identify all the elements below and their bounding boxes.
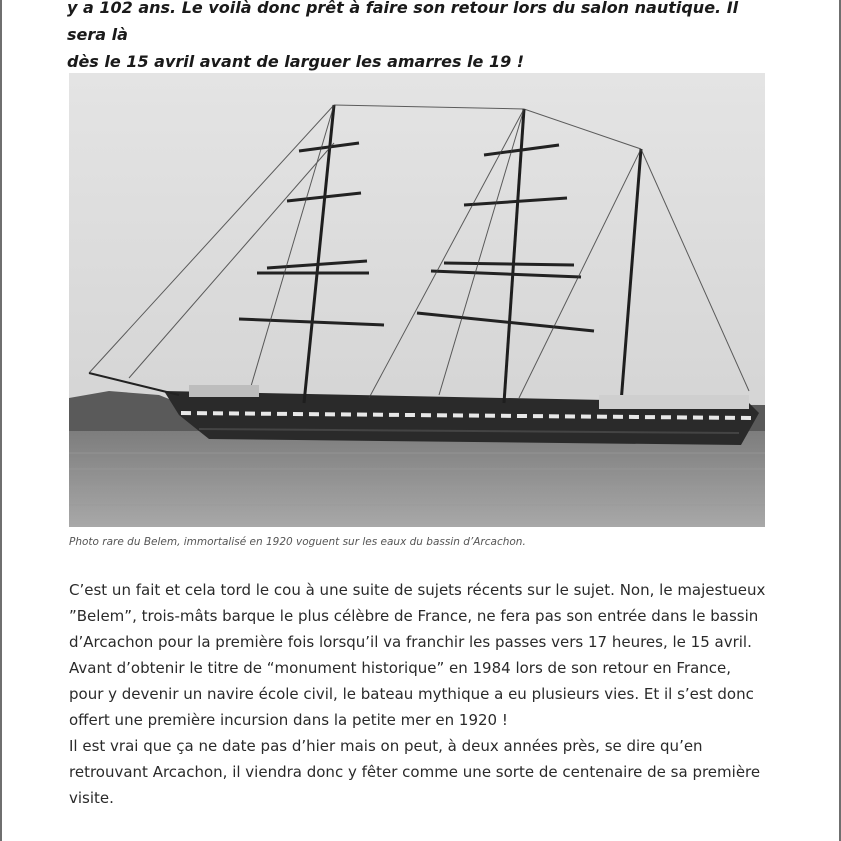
photo-caption: Photo rare du Belem, immortalisé en 1920 voguent sur les eaux du bassin d’Arcachon. xyxy=(69,536,526,548)
paragraph-3: Il est vrai que ça ne date pas d’hier mais on peut, à deux années près, se dire qu’en retrouvant Arcachon, il viendra donc y fêter comme une sorte de centenaire de sa première visite. xyxy=(69,737,761,807)
ship-photo-icon xyxy=(69,73,765,527)
paragraph-2: Avant d’obtenir le titre de “monument historique” en 1984 lors de son retour en France, pour y devenir un navire école civil, le bateau mythique a eu plusieurs vies. Et il s’est donc offert une première incursion dans la petite mer en 1920 ! xyxy=(69,659,754,729)
lead-line-1: y a 102 ans. Le voilà donc prêt à faire son retour lors du salon nautique. Il sera là xyxy=(67,0,739,44)
lead-line-2: dès le 15 avril avant de larguer les amarres le 19 ! xyxy=(67,52,525,71)
paragraph-1: C’est un fait et cela tord le cou à une suite de sujets récents sur le sujet. Non, le majestueux ”Belem”, trois-mâts barque le plus célèbre de France, ne fera pas son entrée dans le bassin d’Arcachon pour la première fois lorsqu’il va franchir les passes vers 17 heures, le 15 avril. xyxy=(69,581,766,651)
article-body xyxy=(69,577,769,811)
ship-photo xyxy=(69,73,765,527)
article-lead xyxy=(67,0,767,75)
